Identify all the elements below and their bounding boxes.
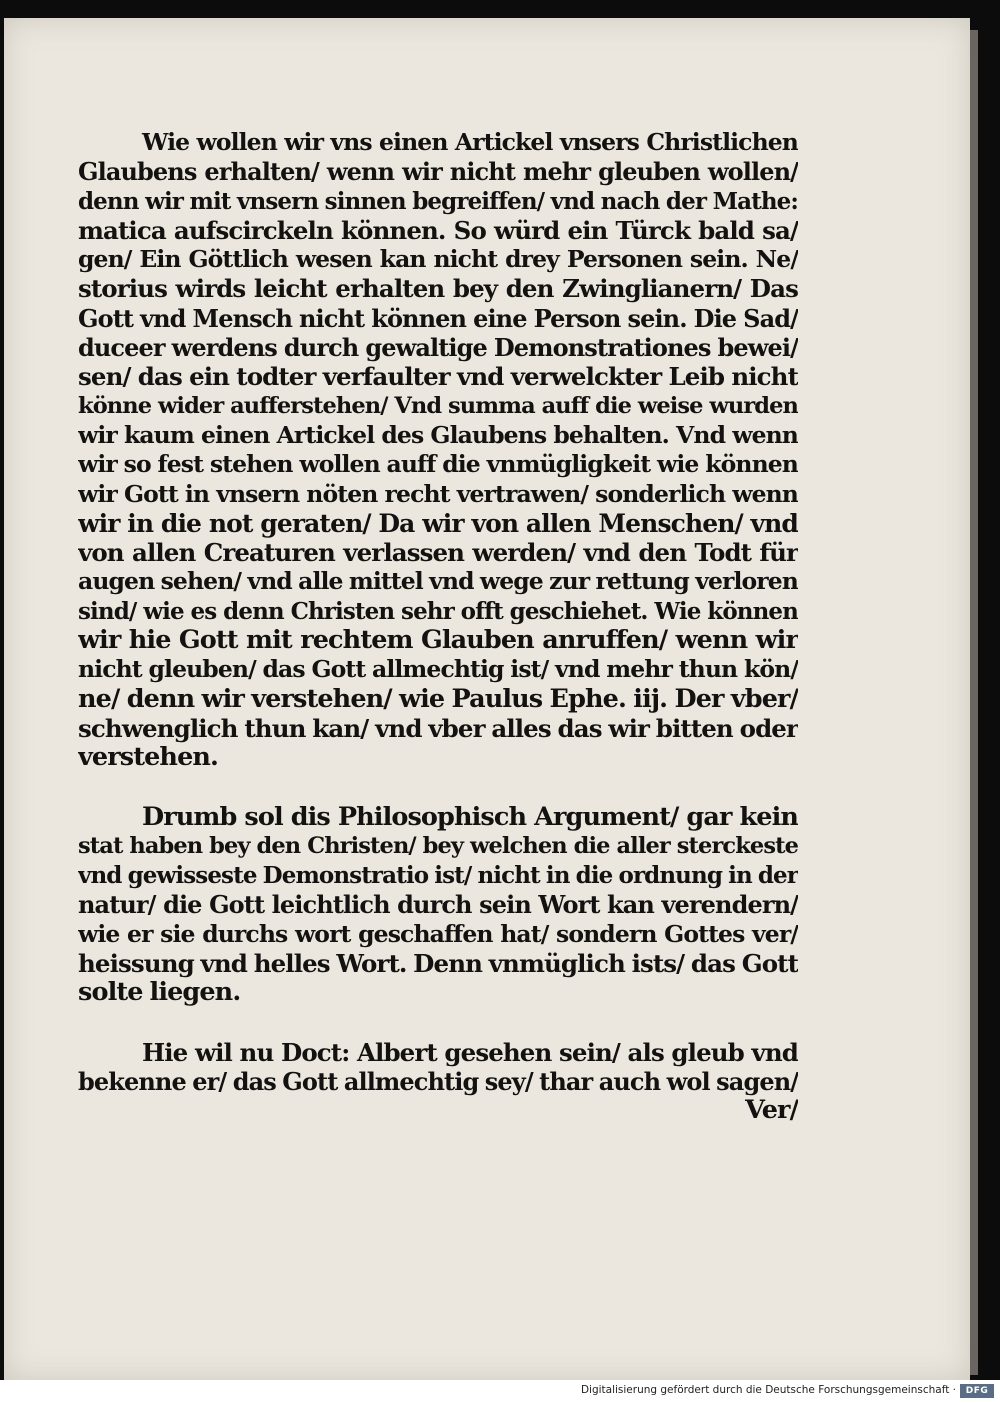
text-line: bekenne er/ das Gott allmechtig sey/ thar auch wol sagen/ (78, 1066, 798, 1096)
text-line: Gott vnd Mensch nicht können eine Person sein. Die Sad/ (78, 303, 798, 333)
text-line: augen sehen/ vnd alle mittel vnd wege zur rettung verloren (78, 567, 798, 596)
text-line: denn wir mit vnsern sinnen begreiffen/ vnd nach der Mathe: (78, 187, 798, 215)
text-line: sen/ das ein todter verfaulter vnd verwelckter Leib nicht (78, 362, 798, 392)
text-line: Hie wil nu Doct: Albert gesehen sein/ als gleub vnd (142, 1037, 798, 1067)
dfg-logo-icon: DFG (960, 1384, 994, 1398)
catchword: Ver/ (745, 1096, 798, 1126)
text-line: verstehen. (78, 743, 219, 773)
text-line: wir in die not geraten/ Da wir von allen Menschen/ vnd (78, 508, 798, 538)
paragraph-gap (78, 773, 798, 803)
text-line: vnd gewisseste Demonstratio ist/ nicht in die ordnung in der (78, 862, 798, 890)
text-line: gen/ Ein Göttlich wesen kan nicht drey Personen sein. Ne/ (78, 245, 798, 274)
text-line: sind/ wie es denn Christen sehr offt geschiehet. Wie können (78, 597, 798, 625)
text-line: ne/ denn wir verstehen/ wie Paulus Ephe. iij. Der vber/ (78, 684, 798, 714)
text-line: Glaubens erhalten/ wenn wir nicht mehr gleuben wollen/ (78, 157, 798, 187)
text-line: matica aufscirckeln können. So würd ein Türck bald sa/ (78, 215, 798, 245)
text-line: wir kaum einen Artickel des Glaubens behalten. Vnd wenn (78, 420, 798, 449)
text-line: von allen Creaturen verlassen werden/ vnd den Todt für (78, 538, 798, 568)
footer-bar (0, 1380, 1000, 1403)
text-line: storius wirds leicht erhalten bey den Zwinglianern/ Das (78, 274, 798, 304)
text-line: könne wider aufferstehen/ Vnd summa auff die weise wurden (78, 392, 798, 419)
page-edge (970, 30, 978, 1375)
text-line: solte liegen. (78, 978, 241, 1008)
text-line: Drumb sol dis Philosophisch Argument/ gar kein (142, 802, 798, 832)
text-line: wir Gott in vnsern nöten recht vertrawen/ sonderlich wenn (78, 479, 798, 508)
paragraph-gap (78, 1008, 798, 1038)
text-line: wie er sie durchs wort geschaffen hat/ sondern Gottes ver/ (78, 919, 798, 948)
text-line: Wie wollen wir vns einen Artickel vnsers Christlichen (142, 128, 798, 156)
text-line: stat haben bey den Christen/ bey welchen die aller sterckeste (78, 832, 798, 859)
text-line: wir so fest stehen wollen auff die vnmügligkeit wie können (78, 450, 798, 479)
text-line: duceer werdens durch gewaltige Demonstrationes bewei/ (78, 333, 798, 363)
text-line: schwenglich thun kan/ vnd vber alles das wir bitten oder (78, 713, 798, 743)
page-text (78, 128, 798, 1126)
text-line: wir hie Gott mit rechtem Glauben anruffen/ wenn wir (78, 626, 798, 656)
funding-credit: Digitalisierung gefördert durch die Deutsche Forschungsgemeinschaft · (580, 1384, 956, 1396)
text-line: nicht gleuben/ das Gott allmechtig ist/ vnd mehr thun kön/ (78, 655, 798, 684)
text-line: natur/ die Gott leichtlich durch sein Wort kan verendern/ (78, 890, 798, 920)
text-line: heissung vnd helles Wort. Denn vnmüglich ists/ das Gott (78, 949, 798, 979)
